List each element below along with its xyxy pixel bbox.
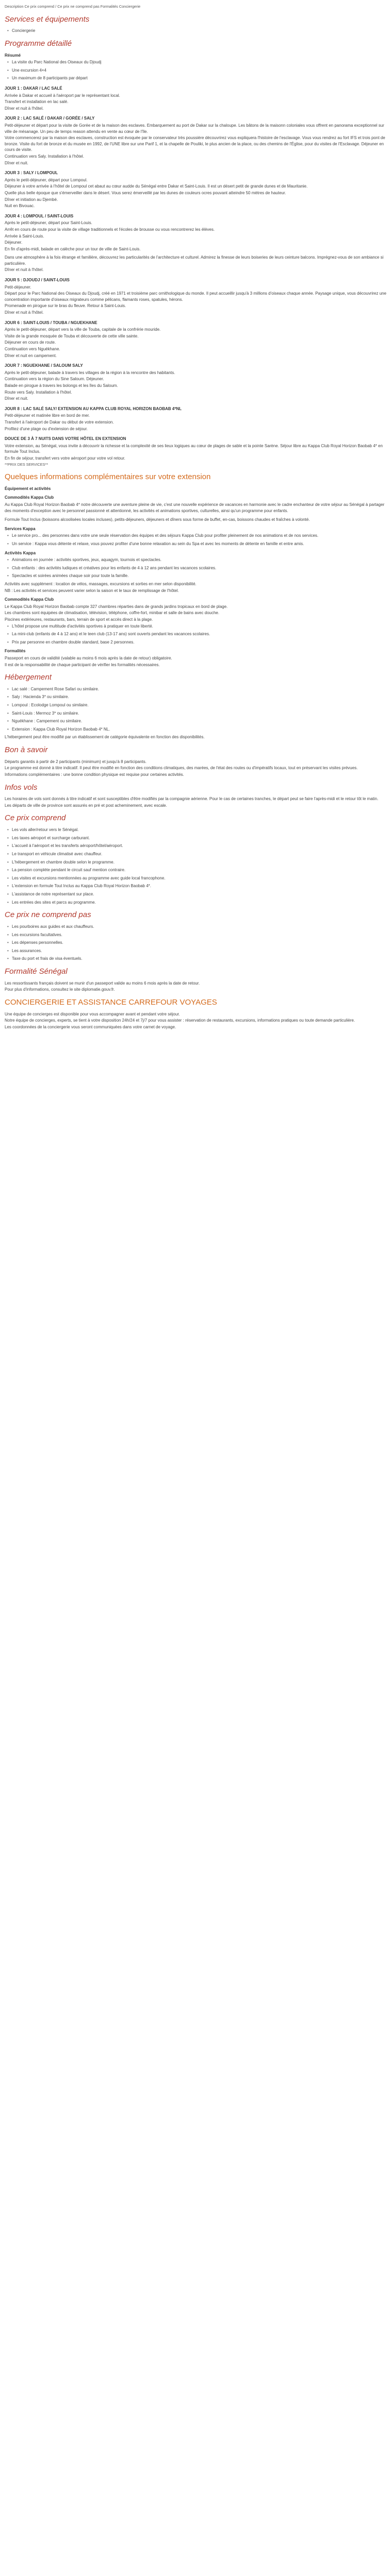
prix-comprend-item: • Le transport en véhicule climatisé avec chauffeur.	[12, 851, 386, 857]
prix-comprend-item: • Les entrées des sites et parcs au programme.	[12, 900, 386, 906]
day-line: Dîner et initiation au Djembé.	[5, 197, 58, 202]
hebergement-item: • Lompoul : Ecolodge Lompoul ou similaire.	[12, 702, 386, 708]
day-line: Continuation vers Saly. Installation à l'hôtel.	[5, 154, 84, 159]
prix-comprend-item: • L'accueil à l'aéroport et les transferts aéroport/hôtel/aéroport.	[12, 843, 386, 849]
savoir-title: Bon à savoir	[5, 745, 48, 754]
day-line: Dans une atmosphère à la fois étrange et familière, découvrez les particularités de l'architecture et culturel. Admirez la finesse de leurs boiseries de leurs ceinture balcons. Imprégnez-vous de son ambiance si particulière.	[5, 255, 384, 266]
day-line: Après le petit-déjeuner, départ pour Saint-Louis.	[5, 221, 92, 226]
day-line: Dîner et nuit à l'hôtel.	[5, 267, 44, 273]
formalites-ext-title: Formalités	[5, 649, 26, 654]
day-line: Arrêt en cours de route pour la visite de village traditionnels et l'écoles de brousse ou vous rencontrerez les élèves.	[5, 227, 215, 232]
formalites-ext-line: Passeport en cours de validité (valable au moins 6 mois après la date de retour) obligatoire.	[5, 655, 172, 660]
hebergement-list	[5, 686, 386, 733]
resume-item: • Une excursion 4×4	[12, 67, 386, 74]
formalites-lines	[5, 980, 386, 993]
info-lines	[5, 581, 386, 594]
day-line: Dîner et nuit.	[5, 396, 28, 401]
day-line: Arrivée à Dakar et accueil à l'aéroport par le représentant local.	[5, 93, 120, 98]
condition-item: • L'hôtel propose une multitude d'activités sportives à pratiquer en toute liberté.	[12, 623, 386, 630]
prix-ne-comprend-title: Ce prix ne comprend pas	[5, 910, 91, 920]
info-line: Activités avec supplément : location de vélos, massages, excursions et sorties en mer selon disponibilité.	[5, 581, 197, 586]
prix-comprend-list	[5, 827, 386, 905]
days-list	[5, 86, 386, 432]
savoir-line: Informations complémentaires : une bonne condition physique est requise pour certaines activités.	[5, 772, 184, 777]
day-line: Continuation vers Nguékhane.	[5, 347, 60, 352]
condition-item: • Prix par personne en chambre double standard, base 2 personnes.	[12, 639, 386, 646]
resume-item: • La visite du Parc National des Oiseaux du Djoudj	[12, 59, 386, 65]
services-kappa-item: • Le service pro... des personnes dans votre une seule réservation des équipes et des séjours Kappa Club pour profiter pleinement de nos animations et de nos services.	[12, 533, 386, 539]
services-title: Services et équipements	[5, 14, 90, 24]
day-title: JOUR 3 : SALY / LOMPOUL	[5, 171, 58, 176]
day-line: Après le petit-déjeuner, départ vers la ville de Touba, capitale de la confrérie mouride.	[5, 327, 161, 332]
day-line: Arrivée à Saint-Louis.	[5, 233, 44, 239]
vols-title: Infos vols	[5, 783, 38, 792]
prix-comprend-item: • Les visites et excursions mentionnées au programme avec guide local francophone.	[12, 875, 386, 882]
hotel-title: Commodités Kappa Club	[5, 597, 54, 602]
hebergement-item: • Saint-Louis : Mermoz 3* ou similaire.	[12, 710, 386, 717]
day-line: Après le petit-déjeuner, départ pour Lompoul.	[5, 177, 88, 182]
conditions-lines	[5, 623, 386, 646]
day-line: Dîner et nuit à l'hôtel.	[5, 106, 44, 111]
day-title: JOUR 6 : SAINT-LOUIS / TOUBA / NGUEKHANE	[5, 320, 97, 325]
conciergerie-line: Les coordonnées de la conciergerie vous seront communiquées dans votre carnet de voyage.	[5, 1024, 176, 1029]
conciergerie-line: Une équipe de concierges est disponible pour vous accompagner avant et pendant votre séjour.	[5, 1011, 180, 1016]
conciergerie-lines	[5, 1011, 386, 1030]
programme-title: Programme détaillé	[5, 39, 72, 48]
resume-item: • Un maximum de 8 participants par départ	[12, 75, 386, 81]
hebergement-note: L'hébergement peut être modifié par un établissement de catégorie équivalente en fonction des disponibilités.	[5, 735, 205, 740]
prix-comprend-item: • L'assistance de notre représentant sur place.	[12, 891, 386, 897]
note-lines	[5, 443, 386, 462]
prix-ne-comprend-item: • Les assurances.	[12, 948, 386, 954]
activities-list	[5, 557, 386, 579]
conciergerie-title: CONCIERGERIE ET ASSISTANCE CARREFOUR VOYAGES	[5, 997, 217, 1007]
condition-item: • La mini-club (enfants de 4 à 12 ans) et le teen club (13-17 ans) sont ouverts pendant les vacances scolaires.	[12, 631, 386, 637]
day-title: JOUR 2 : LAC SALÉ / DAKAR / GORÉE / SALY	[5, 116, 95, 121]
formalites-line: Les ressortissants français doivent se munir d'un passeport valide au moins 6 mois après la date de retour.	[5, 980, 200, 986]
day-line: Promenade en pirogue sur le bras du fleuve. Retour à Saint-Louis.	[5, 303, 126, 309]
services-list	[5, 28, 386, 34]
hebergement-title: Hébergement	[5, 673, 52, 682]
info-line: NB : Les activités et services peuvent varier selon la saison et le taux de remplissage de l'hôtel.	[5, 588, 179, 593]
prix-ne-comprend-item: • Les excursions facultatives.	[12, 932, 386, 938]
services-kappa-title: Services Kappa	[5, 526, 36, 531]
commodites-title: Commodités Kappa Club	[5, 495, 54, 500]
day-line: Petit-déjeuner et départ pour la visite de Gorée et de la maison des esclaves. Embarquement au port de Dakar sur la chaloupe. Les bâtons de la maisonn coloniales vous offrent en panorama exceptionnel sur ville de mésanage. Un peu de temps reason attendu en vente au cœur de l'île.	[5, 123, 384, 134]
resume-title: Résumé	[5, 53, 21, 58]
day-line: Balade en pirogue à travers les bolongs et les îles du Saloum.	[5, 383, 118, 388]
day-line: Quelle plus belle époque que s'émerveiller dans le désert. Vous serez émerveillé par les dunes de couleurs ocres pouvant atteindre 50 mètres de hauteur.	[5, 190, 286, 195]
note-line: En fin de séjour, transfert vers votre aéroport pour votre vol retour.	[5, 455, 125, 461]
day-line: Petit-déjeuner et matinée libre en bord de mer.	[5, 413, 90, 418]
prix-comprend-item: • Les taxes aéroport et surcharge carburant.	[12, 835, 386, 841]
note-title: DOUCE DE 3 À 7 NUITS DANS VOTRE HÔTEL EN EXTENSION	[5, 436, 126, 442]
vols-line: Les départs de ville de province sont assurés en pré et post acheminement, avec escale.	[5, 803, 167, 808]
formalites-ext-lines	[5, 655, 386, 668]
vols-lines	[5, 796, 386, 808]
day-title: JOUR 5 : DJOUDJ / SAINT-LOUIS	[5, 278, 70, 283]
day-line: Départ pour le Parc National des Oiseaux du Djoudj, créé en 1971 et troisième parc ornithologique du monde. Il peut accueillir jusqu'à 3 millions d'oiseaux chaque année. Paysage unique, vous découvrirez une concentration importante d'oiseaux migrateurs comme pélicans, flamants roses, spatules, hérons.	[5, 291, 386, 302]
day-line: Déjeuner en cours de route.	[5, 340, 56, 345]
day-line: Route vers Saly. Installation à l'hôtel.	[5, 389, 72, 395]
breadcrumb: Description Ce prix comprend / Ce prix ne comprend pas Formalités Conciergerie	[5, 4, 141, 9]
activity-item: • Animations en journée : activités sportives, jeux, aquagym, tournois et spectacles.	[12, 557, 386, 563]
day-line: Dîner et nuit à l'hôtel.	[5, 310, 44, 315]
savoir-line: Départs garantis à partir de 2 participants (minimum) et jusqu'à 8 participants.	[5, 759, 146, 764]
day-title: JOUR 7 : NGUEKHANE / SALOUM SALY	[5, 363, 83, 368]
complementaires-title: Quelques informations complémentaires sur votre extension	[5, 472, 211, 482]
hebergement-item: • Saly : Hacienda 3* ou similaire.	[12, 694, 386, 700]
prix-comprend-item: • La pension complète pendant le circuit sauf mention contraire.	[12, 867, 386, 873]
intro-text: Au Kappa Club Royal Horizon Baobab 4* notre découverte une aventure pleine de vie, c'est une nouvelle expérience de vacances en harmonie avec le cadre enchanteur de votre séjour au Sénégal à partager des moments d'exception avec le personnel passionné et attentionné, les activités et animations sportives, culturelles, ainsi qu'un programme pour enfants.	[5, 502, 385, 513]
savoir-lines	[5, 759, 386, 778]
prix-comprend-title: Ce prix comprend	[5, 814, 66, 823]
equip-title: Équipement et activités	[5, 486, 51, 491]
services-kappa-item: • Un service : Kappa vous détente et relaxe, vous pouvez profiter d'une bonne relaxation au sein du Spa et avec les moments de détente en famille et entre amis.	[12, 541, 386, 547]
activity-item: • Spectacles et soirées animées chaque soir pour toute la famille.	[12, 573, 386, 579]
hotel-line: Les chambres sont équipées de climatisation, télévision, téléphone, coffre-fort, minibar et salle de bains avec douche.	[5, 611, 220, 616]
prix-comprend-item: • L'extension en formule Tout Inclus au Kappa Club Royal Horizon Baobab 4*.	[12, 883, 386, 889]
formalites-ext-line: Il est de la responsabilité de chaque participant de vérifier les formalités nécessaires.	[5, 662, 160, 667]
conciergerie-line: Notre équipe de concierges, experts, se tient à votre disposition 24h/24 et 7j/7 pour vous assister : réservation de restaurants, excursions, informations pratiques ou toute demande particulière.	[5, 1018, 355, 1023]
day-line: Nuit en Bivouac.	[5, 204, 35, 209]
services-kappa-list	[5, 533, 386, 547]
prix-ne-comprend-item: • Les dépenses personnelles.	[12, 940, 386, 946]
day-line: Déjeuner à votre arrivée à l'hôtel de Lompoul cet abaut au cœur audde du Sénégal entre Dakar et Saint-Louis. Il est un désert petit de grande dunes et de Mauritanie.	[5, 184, 308, 189]
prix-comprend-item: • Les vols aller/retour vers le Sénégal.	[12, 827, 386, 833]
formalites-line: Pour plus d'informations, consultez le site diplomatie.gouv.fr.	[5, 987, 115, 992]
day-line: Déjeuner.	[5, 240, 23, 245]
day-line: Continuation vers la région du Sine Saloum. Déjeuner.	[5, 377, 104, 382]
service-item: • Conciergerie	[12, 28, 386, 34]
day-line: Transfert et installation en lac salé.	[5, 99, 69, 105]
day-line: Après le petit-déjeuner, balade à travers les villages de la région à la rencontre des habitants.	[5, 370, 175, 375]
activity-item: • Club enfants : des activités ludiques et créatives pour les enfants de 4 à 12 ans pendant les vacances scolaires.	[12, 565, 386, 571]
hotel-lines	[5, 604, 386, 623]
day-line: Profitez d'une plage ou d'extension de séjour.	[5, 426, 88, 431]
hotel-line: Le Kappa Club Royal Horizon Baobab compte 327 chambres réparties dans de grands jardins tropicaux en bord de plage.	[5, 604, 228, 609]
hebergement-item: • Lac salé : Campement Rose Safari ou similaire.	[12, 686, 386, 692]
day-title: JOUR 1 : DAKAR / LAC SALÉ	[5, 86, 62, 91]
page	[0, 0, 391, 1030]
price-note: **PRIX DES SERVICES**	[5, 462, 48, 467]
prix-ne-comprend-item: • Les pourboires aux guides et aux chauffeurs.	[12, 924, 386, 930]
hebergement-item: • Extension : Kappa Club Royal Horizon Baobab 4* NL.	[12, 726, 386, 733]
prix-ne-comprend-item: • Taxe du port et frais de visa éventuels.	[12, 956, 386, 962]
formule-text: Formule Tout Inclus (boissons alcoolisées locales incluses), petits-déjeuners, déjeuners et dîners sous forme de buffet, en-cas, boissons chaudes et fraîches à volonté.	[5, 517, 310, 522]
hebergement-item: • Nguékhane : Campement ou similaire.	[12, 718, 386, 724]
activities-title: Activités Kappa	[5, 550, 36, 555]
savoir-line: Le programme est donné à titre indicatif. Il peut être modifié en fonction des conditions climatiques, des marées, de l'état des routes ou d'impératifs locaux, tout en préservant les visites prévues.	[5, 766, 358, 771]
note-line: Votre extension, au Sénégal, vous invite à découvrir la richesse et la complexité de ses lieux logiques au cœur de plages de sable et la pointe Sarène. Séjour libre au Kappa Club Royal Horizon Baobab 4* en formule Tout Inclus.	[5, 443, 383, 454]
prix-comprend-item: • L'hébergement en chambre double selon le programme.	[12, 859, 386, 866]
day-line: Dîner et nuit.	[5, 160, 28, 165]
hotel-line: Piscines extérieures, restaurants, bars, terrain de sport et accès direct à la plage.	[5, 617, 153, 622]
vols-line: Les horaires de vols sont donnés à titre indicatif et sont susceptibles d'être modifiés par la compagnie aérienne. Pour le cas de certaines tranches, le départ peut se faire l'après-midi et le retour tôt le matin.	[5, 796, 379, 802]
day-line: Transfert à l'aéroport de Dakar ou début de votre extension.	[5, 419, 114, 425]
prix-ne-comprend-list	[5, 924, 386, 962]
day-line: Visite de la grande mosquée de Touba et découverte de cette ville sainte.	[5, 333, 139, 338]
day-line: Petit-déjeuner.	[5, 284, 31, 290]
day-line: Votre commencerez par la maison des esclaves, construction est évoquée par le conservateur très poussière découvrirez vous expliquera l'histoire de l'esclavage. Vous vous rendrez au fort IFS et trois pont de bronze. Visite du fort de bronze et du musée en 1992, de l'UNE libre sur une Parif 1, et la chapelle de Pouliki, le plus ancien de la place, ou des chemins de l'Église, pour du visites de l'Esclavage. Déjeuner en cours de visite.	[5, 135, 385, 152]
formalites-title: Formalité Sénégal	[5, 967, 68, 976]
day-line: Dîner et nuit en campement.	[5, 353, 57, 358]
day-line: En fin d'après-midi, balade en calèche pour un tour de ville de Saint-Louis.	[5, 246, 141, 251]
resume-list	[5, 59, 386, 81]
day-title: JOUR 8 : LAC SALÉ SALY/ EXTENSION AU KAPPA CLUB ROYAL HORIZON BAOBAB 4*NL	[5, 406, 182, 411]
day-title: JOUR 4 : LOMPOUL / SAINT-LOUIS	[5, 213, 74, 218]
